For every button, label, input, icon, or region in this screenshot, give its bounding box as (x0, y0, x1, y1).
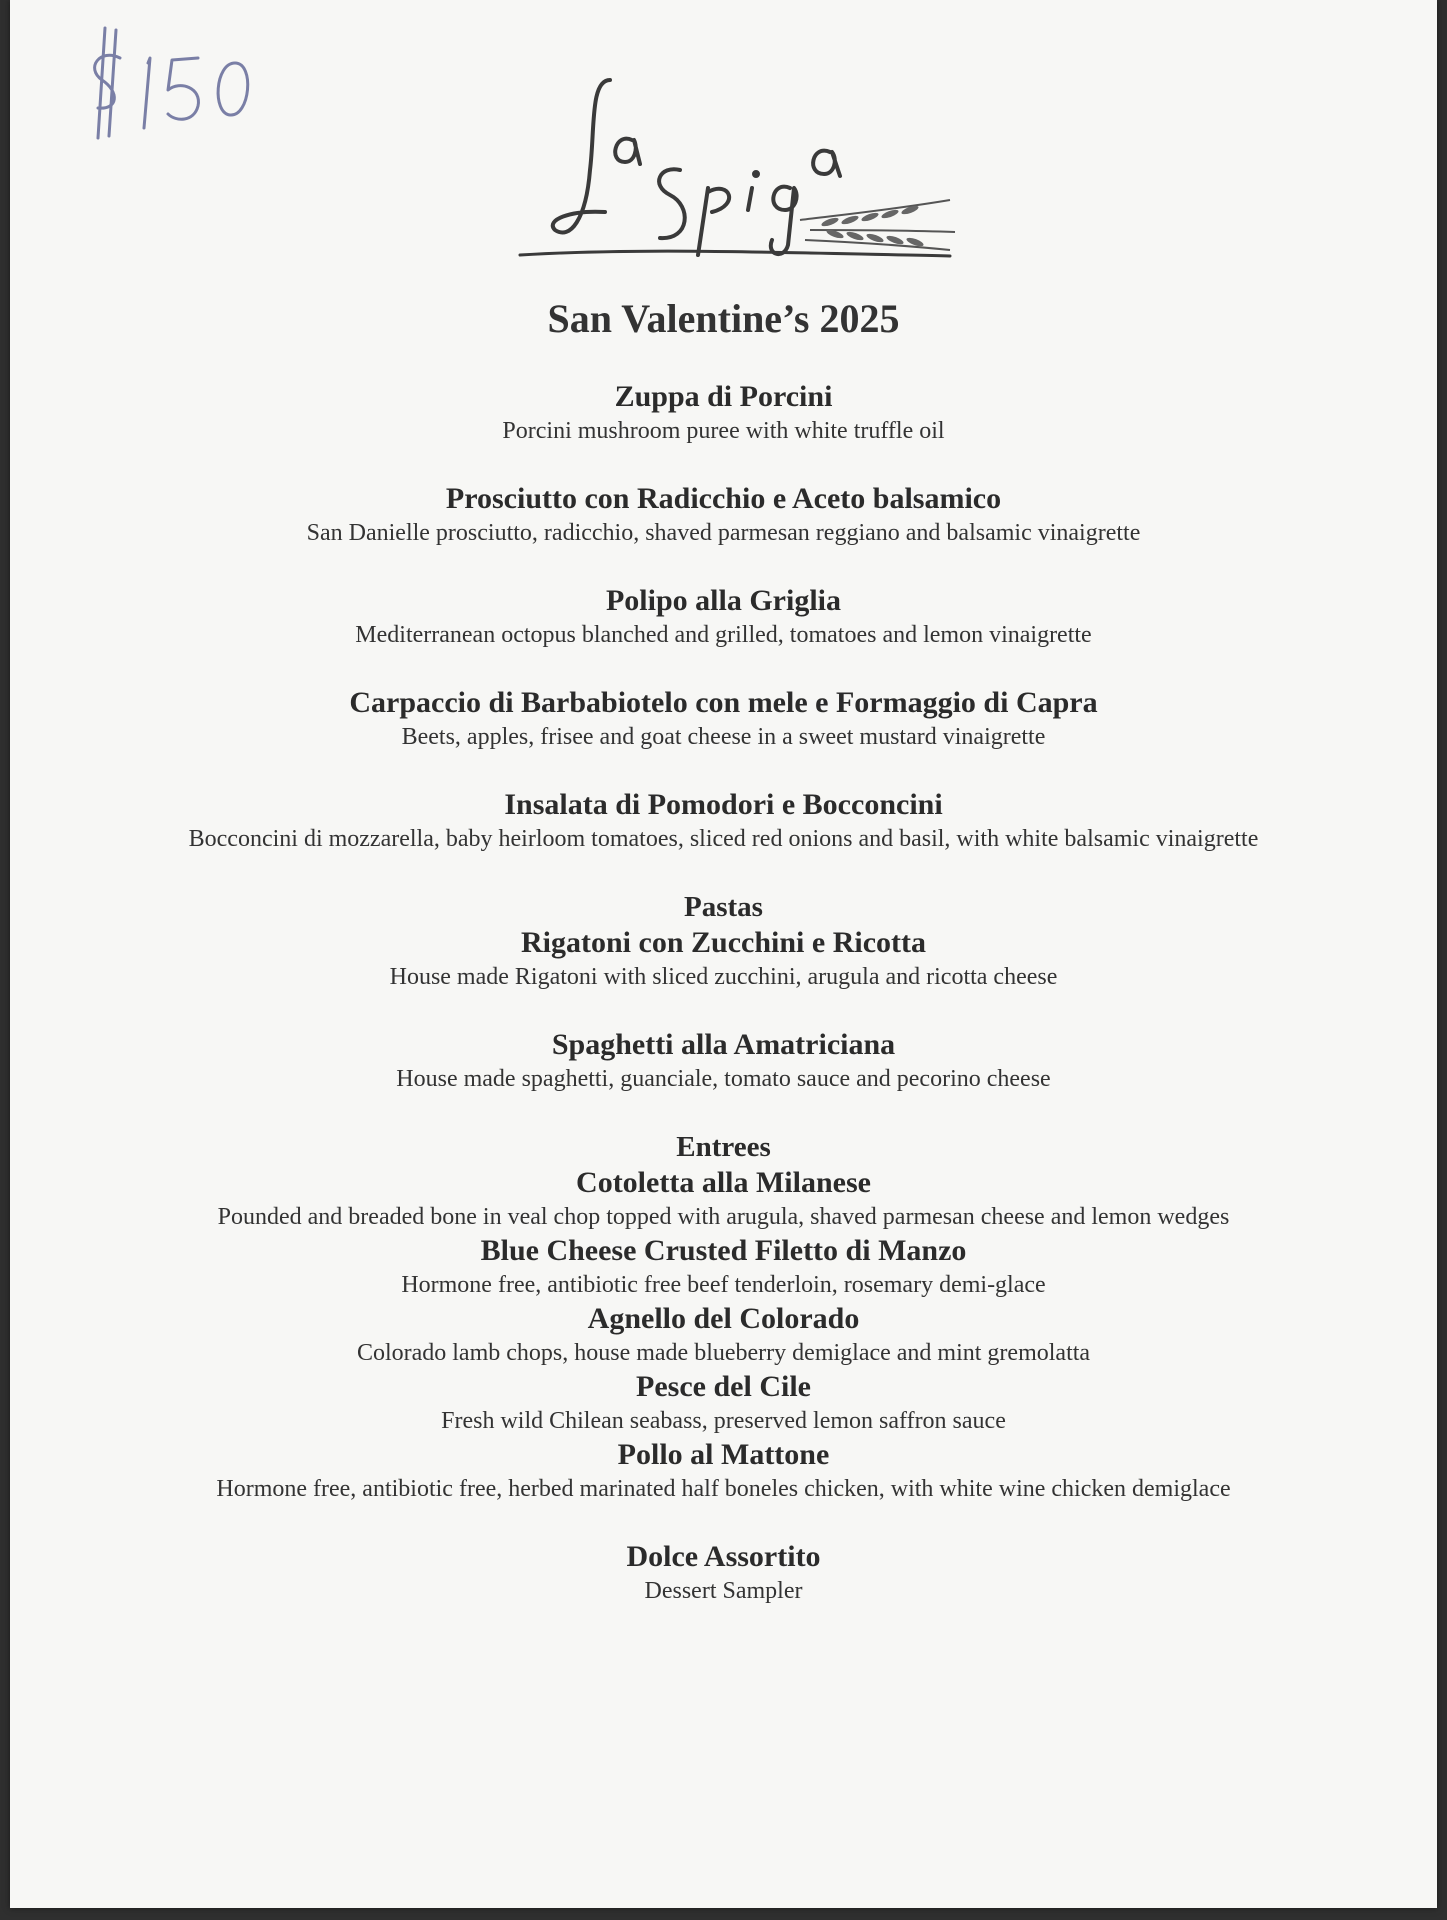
section-heading-entrees: Entrees (676, 1131, 771, 1163)
dish-name: Cotoletta alla Milanese (576, 1166, 871, 1199)
dish (10, 481, 1437, 549)
dish-description: Beets, apples, frisee and goat cheese in a sweet mustard vinaigrette (401, 724, 1046, 750)
dish (10, 1301, 1437, 1369)
dish (10, 685, 1437, 753)
dish-name: Blue Cheese Crusted Filetto di Manzo (480, 1234, 967, 1267)
dish-name: Pollo al Mattone (617, 1438, 830, 1471)
dish (10, 1027, 1437, 1095)
dish (10, 787, 1437, 855)
dish-name: Rigatoni con Zucchini e Ricotta (521, 926, 926, 959)
dish-description: House made Rigatoni with sliced zucchini, arugula and ricotta cheese (389, 964, 1058, 990)
dish-name: Carpaccio di Barbabiotelo con mele e Formaggio di Capra (349, 686, 1098, 719)
dish-dessert (10, 1539, 1437, 1607)
section-heading-pastas: Pastas (684, 891, 763, 923)
dish (10, 1165, 1437, 1233)
dish-name: Insalata di Pomodori e Bocconcini (504, 788, 943, 821)
menu-sheet (10, 0, 1437, 1908)
dish (10, 1437, 1437, 1505)
dish-description: Pounded and breaded bone in veal chop topped with arugula, shaved parmesan cheese and lemon wedges (217, 1204, 1230, 1230)
dish (10, 583, 1437, 651)
dish-description: Hormone free, antibiotic free beef tenderloin, rosemary demi-glace (401, 1272, 1046, 1298)
dish-name: Polipo alla Griglia (605, 584, 841, 617)
dish-description: Bocconcini di mozzarella, baby heirloom tomatoes, sliced red onions and basil, with white balsamic vinaigrette (188, 826, 1259, 852)
dish-name: Dolce Assortito (626, 1540, 821, 1573)
dish-description: Porcini mushroom puree with white truffle oil (502, 418, 945, 444)
dish (10, 379, 1437, 447)
dish (10, 925, 1437, 993)
dish-name: Zuppa di Porcini (614, 380, 833, 413)
dish-name: Pesce del Cile (636, 1370, 811, 1403)
dish-description: Mediterranean octopus blanched and grilled, tomatoes and lemon vinaigrette (355, 622, 1092, 648)
dish-description: Fresh wild Chilean seabass, preserved lemon saffron sauce (441, 1408, 1006, 1434)
dish-description: Hormone free, antibiotic free, herbed marinated half boneles chicken, with white wine chicken demiglace (216, 1476, 1231, 1502)
handwritten-price (80, 18, 270, 148)
dish-name: Agnello del Colorado (587, 1302, 860, 1335)
la-spiga-logo (510, 70, 960, 280)
menu-title: San Valentine’s 2025 (547, 296, 900, 341)
dish (10, 1369, 1437, 1437)
dish-name: Prosciutto con Radicchio e Aceto balsamico (445, 482, 1002, 515)
menu-content (10, 295, 1437, 1641)
dish-description: Colorado lamb chops, house made blueberry demiglace and mint gremolatta (356, 1340, 1091, 1366)
dish-description: House made spaghetti, guanciale, tomato sauce and pecorino cheese (396, 1066, 1051, 1092)
dish-description: Dessert Sampler (644, 1578, 803, 1604)
dish (10, 1233, 1437, 1301)
dish-name: Spaghetti alla Amatriciana (551, 1028, 896, 1061)
dish-description: San Danielle prosciutto, radicchio, shaved parmesan reggiano and balsamic vinaigrette (306, 520, 1141, 546)
